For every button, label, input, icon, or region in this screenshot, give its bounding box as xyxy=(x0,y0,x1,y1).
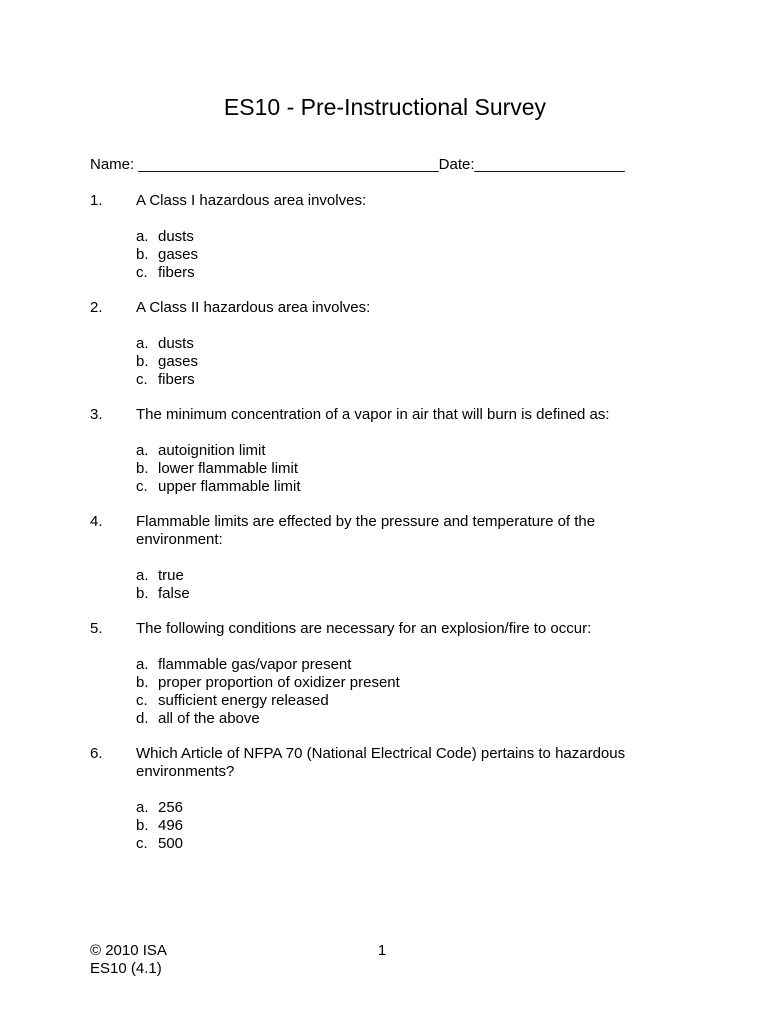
option-letter: a. xyxy=(136,799,149,816)
question-text: Which Article of NFPA 70 (National Electrical Code) pertains to hazardous environments? xyxy=(136,745,626,780)
question-2 xyxy=(90,299,650,389)
option-a xyxy=(136,335,650,353)
option-text: fibers xyxy=(158,264,195,281)
option-b xyxy=(136,585,650,603)
option-b xyxy=(136,674,650,692)
page-number: 1 xyxy=(377,942,387,959)
option-text: lower flammable limit xyxy=(158,460,299,477)
option-text: dusts xyxy=(158,335,194,352)
name-date-line: Name: ____________________________________Date:__________________ xyxy=(90,156,625,173)
option-c xyxy=(136,692,650,710)
option-letter: d. xyxy=(136,710,149,727)
option-b xyxy=(136,353,650,371)
option-c xyxy=(136,478,650,496)
option-a xyxy=(136,656,650,674)
option-list xyxy=(136,799,650,853)
option-text: flammable gas/vapor present xyxy=(158,656,352,673)
option-text: autoignition limit xyxy=(158,442,266,459)
option-text: 496 xyxy=(158,817,184,834)
option-d xyxy=(136,710,650,728)
question-text: The minimum concentration of a vapor in air that will burn is defined as: xyxy=(136,406,610,423)
option-a xyxy=(136,799,650,817)
option-c xyxy=(136,835,650,853)
option-letter: b. xyxy=(136,460,149,477)
option-text: 256 xyxy=(158,799,184,816)
option-letter: a. xyxy=(136,442,149,459)
question-text: A Class I hazardous area involves: xyxy=(136,192,367,209)
option-letter: a. xyxy=(136,567,149,584)
option-b xyxy=(136,817,650,835)
option-list xyxy=(136,228,650,282)
option-c xyxy=(136,264,650,282)
option-letter: a. xyxy=(136,656,149,673)
question-6 xyxy=(90,745,650,853)
question-number: 6. xyxy=(90,745,103,762)
option-b xyxy=(136,460,650,478)
option-letter: c. xyxy=(136,835,148,852)
question-text: Flammable limits are effected by the pressure and temperature of the environment: xyxy=(136,513,596,548)
question-number: 1. xyxy=(90,192,103,209)
option-text: gases xyxy=(158,246,199,263)
question-number: 5. xyxy=(90,620,103,637)
option-list xyxy=(136,567,650,603)
question-3 xyxy=(90,406,650,496)
question-number: 4. xyxy=(90,513,103,530)
page-title: ES10 - Pre-Instructional Survey xyxy=(223,94,547,120)
option-text: all of the above xyxy=(158,710,260,727)
footer-left xyxy=(90,942,167,978)
option-letter: b. xyxy=(136,246,149,263)
option-letter: b. xyxy=(136,674,149,691)
option-letter: b. xyxy=(136,353,149,370)
option-text: proper proportion of oxidizer present xyxy=(158,674,400,691)
question-number: 2. xyxy=(90,299,103,316)
option-a xyxy=(136,228,650,246)
question-4 xyxy=(90,513,650,603)
question-1 xyxy=(90,192,650,282)
option-text: false xyxy=(158,585,190,602)
option-list xyxy=(136,656,650,728)
option-text: gases xyxy=(158,353,199,370)
option-text: 500 xyxy=(158,835,184,852)
option-text: upper flammable limit xyxy=(158,478,301,495)
option-letter: c. xyxy=(136,692,148,709)
option-text: true xyxy=(158,567,184,584)
question-text: The following conditions are necessary for an explosion/fire to occur: xyxy=(136,620,592,637)
option-letter: c. xyxy=(136,478,148,495)
option-list xyxy=(136,335,650,389)
question-5 xyxy=(90,620,650,728)
option-b xyxy=(136,246,650,264)
option-letter: a. xyxy=(136,335,149,352)
question-number: 3. xyxy=(90,406,103,423)
option-a xyxy=(136,442,650,460)
option-text: dusts xyxy=(158,228,194,245)
option-text: sufficient energy released xyxy=(158,692,329,709)
option-letter: c. xyxy=(136,371,148,388)
question-text: A Class II hazardous area involves: xyxy=(136,299,371,316)
option-a xyxy=(136,567,650,585)
option-text: fibers xyxy=(158,371,195,388)
option-letter: b. xyxy=(136,817,149,834)
copyright-text: © 2010 ISA xyxy=(90,942,167,959)
option-letter: a. xyxy=(136,228,149,245)
option-letter: c. xyxy=(136,264,148,281)
option-letter: b. xyxy=(136,585,149,602)
document-code: ES10 (4.1) xyxy=(90,960,162,977)
option-list xyxy=(136,442,650,496)
option-c xyxy=(136,371,650,389)
